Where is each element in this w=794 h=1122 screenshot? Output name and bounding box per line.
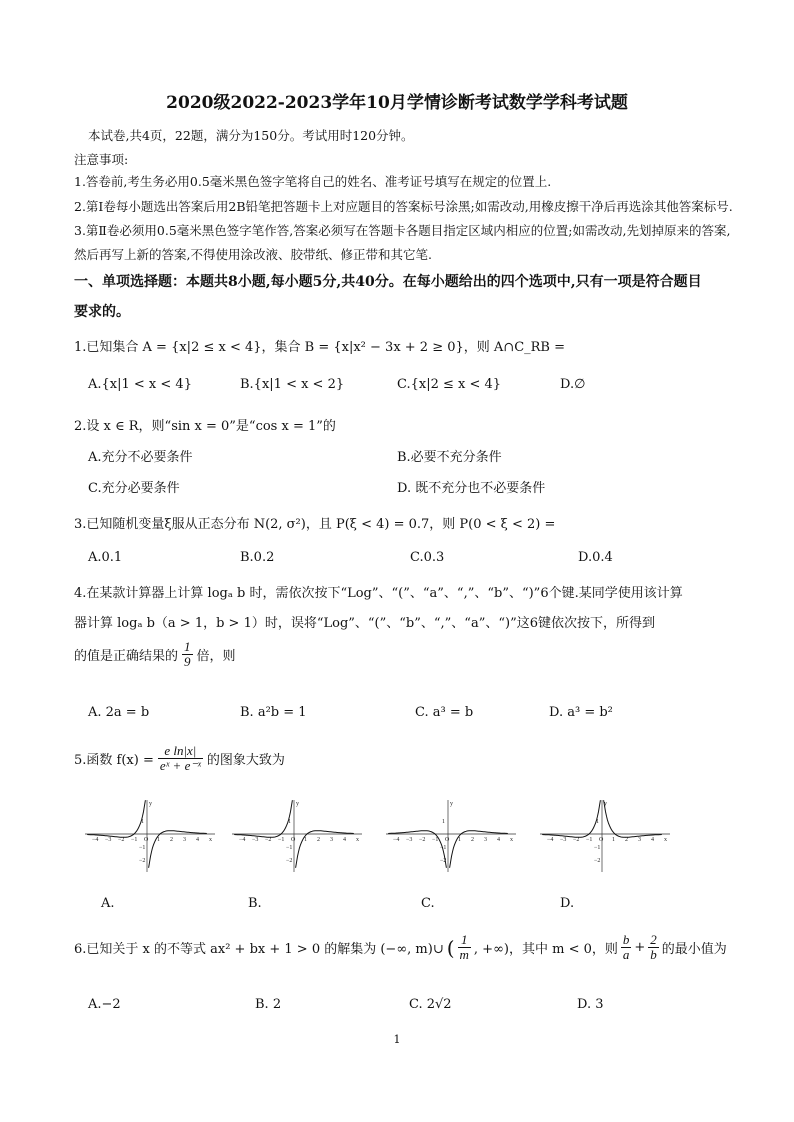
exam-title: 2020级2022-2023学年10月学情诊断考试数学学科考试题 (166, 93, 628, 113)
q5-fraction-num: e ln|x| (158, 744, 203, 759)
q3-option-d: D.0.4 (578, 550, 613, 565)
q4-option-b: B. a²b = 1 (240, 705, 307, 720)
q4-fraction (182, 640, 193, 670)
q6-stem-post: 的最小值为 (661, 942, 727, 958)
q6-fraction-1 (458, 933, 471, 963)
q5-graph-b (232, 798, 364, 874)
q6-paren-open: ( (446, 935, 455, 960)
intro-text: 本试卷,共4页，22题，满分为150分。考试用时120分钟。 (88, 128, 414, 143)
q6-fraction-3-den: b (650, 947, 657, 963)
q5-stem-pre: 5.函数 f(x) = (74, 753, 154, 769)
x-tick-label: −3 (105, 837, 112, 843)
x-tick-label: 3 (183, 837, 186, 843)
q6-option-d: D. 3 (577, 997, 604, 1012)
y-tick-label: −1 (286, 845, 293, 851)
q6-option-b: B. 2 (255, 997, 282, 1012)
q4-option-c: C. a³ = b (415, 705, 474, 720)
x-tick-label: 4 (497, 837, 500, 843)
x-tick-label: O (144, 837, 149, 843)
note-1: 1.答卷前,考生务必用0.5毫米黑色签字笔将自己的姓名、准考证号填写在规定的位置上. (74, 174, 552, 189)
q2-option-a: A.充分不必要条件 (88, 450, 193, 465)
q6-stem-mid: , +∞)，其中 m < 0，则 (473, 942, 618, 958)
y-axis-label: y (450, 801, 453, 807)
graph-curve (604, 800, 662, 837)
x-tick-label: −2 (419, 837, 426, 843)
q4-line-3-post: 倍，则 (196, 649, 236, 665)
y-tick-label: −1 (440, 845, 447, 851)
y-tick-label: −2 (286, 858, 293, 864)
y-tick-label: 1 (596, 819, 599, 825)
q4-line-3 (74, 640, 236, 670)
q5-option-a: A. (101, 896, 115, 911)
x-tick-label: 1 (304, 837, 307, 843)
q6-stem-pre: 6.已知关于 x 的不等式 ax² + bx + 1 > 0 的解集为 (−∞, m)∪ (74, 942, 444, 958)
x-tick-label: −2 (573, 837, 580, 843)
x-tick-label: 2 (471, 837, 474, 843)
x-tick-label: −1 (432, 837, 439, 843)
y-tick-label: 1 (141, 819, 144, 825)
q1-stem: 1.已知集合 A = {x|2 ≤ x < 4}，集合 B = {x|x² − 3x + 2 ≥ 0}，则 A∩C_RB = (74, 340, 566, 355)
x-tick-label: 2 (317, 837, 320, 843)
note-2: 2.第Ⅰ卷每小题选出答案后用2B铅笔把答题卡上对应题目的答案标号涂黑;如需改动,用橡皮擦干净后再选涂其他答案标号. (74, 199, 733, 214)
q6-fraction-2 (621, 933, 632, 963)
x-tick-label: 2 (625, 837, 628, 843)
q6-stem (74, 933, 727, 963)
x-tick-label: −2 (265, 837, 272, 843)
x-tick-label: −1 (131, 837, 138, 843)
q5-stem-post: 的图象大致为 (206, 753, 285, 769)
y-axis-label: y (604, 801, 607, 807)
x-tick-label: −4 (547, 837, 554, 843)
x-tick-label: 4 (651, 837, 654, 843)
y-tick-label: −2 (440, 858, 447, 864)
q1-option-b: B.{x|1 < x < 2} (240, 377, 345, 392)
x-tick-label: O (445, 837, 450, 843)
q1-option-a: A.{x|1 < x < 4} (88, 377, 192, 392)
q6-fraction-2-den: a (622, 947, 630, 963)
x-tick-label: 3 (638, 837, 641, 843)
q5-graph-a (85, 798, 217, 874)
q6-fraction-3-num: 2 (650, 932, 657, 947)
graph-curve (87, 800, 145, 837)
x-axis-label: x (356, 837, 359, 843)
q2-option-b: B.必要不充分条件 (397, 450, 502, 465)
y-axis-label: y (296, 801, 299, 807)
q6-plus: + (634, 940, 646, 956)
x-tick-label: 3 (484, 837, 487, 843)
q4-option-a: A. 2a = b (88, 705, 150, 720)
y-tick-label: 1 (288, 819, 291, 825)
page-number: 1 (393, 1033, 401, 1046)
x-tick-label: −1 (586, 837, 593, 843)
q6-fraction-2-num: b (622, 932, 630, 947)
x-tick-label: −4 (92, 837, 99, 843)
graph-curve (542, 800, 600, 837)
x-tick-label: −1 (278, 837, 285, 843)
q3-option-a: A.0.1 (88, 550, 123, 565)
y-tick-label: −1 (594, 845, 601, 851)
y-tick-label: −2 (594, 858, 601, 864)
x-tick-label: 1 (458, 837, 461, 843)
y-tick-label: 1 (442, 819, 445, 825)
x-axis-label: x (664, 837, 667, 843)
q6-option-c: C. 2√2 (409, 997, 452, 1012)
section-heading-cont: 要求的。 (74, 304, 130, 320)
x-axis-label: x (209, 837, 212, 843)
q5-fraction (158, 744, 203, 774)
q5-graph-d (540, 798, 672, 874)
x-tick-label: O (599, 837, 604, 843)
note-3: 3.第Ⅱ卷必须用0.5毫米黑色签字笔作答,答案必须写在答题卡各题目指定区域内相应的位置;如需改动,先划掉原来的答案, (74, 223, 731, 238)
x-tick-label: −2 (118, 837, 125, 843)
x-tick-label: O (291, 837, 296, 843)
q3-option-b: B.0.2 (240, 550, 275, 565)
q5-option-c: C. (421, 896, 435, 911)
x-tick-label: −3 (560, 837, 567, 843)
x-tick-label: 2 (170, 837, 173, 843)
q6-fraction-3 (648, 933, 659, 963)
q6-fraction-1-num: 1 (458, 933, 471, 948)
q5-graph-c (386, 798, 518, 874)
x-tick-label: −3 (252, 837, 259, 843)
x-tick-label: −4 (393, 837, 400, 843)
q4-line-3-pre: 的值是正确结果的 (74, 649, 179, 665)
y-axis-label: y (149, 801, 152, 807)
q1-option-c: C.{x|2 ≤ x < 4} (397, 377, 502, 392)
x-tick-label: 1 (612, 837, 615, 843)
q1-option-d: D.∅ (560, 377, 586, 392)
note-3-continued: 然后再写上新的答案,不得使用涂改液、胶带纸、修正带和其它笔. (74, 247, 432, 262)
q2-stem: 2.设 x ∈ R，则“sin x = 0”是“cos x = 1”的 (74, 419, 336, 434)
x-tick-label: 4 (343, 837, 346, 843)
q3-stem: 3.已知随机变量ξ服从正态分布 N(2, σ²)，且 P(ξ < 4) = 0.7，则 P(0 < ξ < 2) = (74, 517, 556, 532)
x-tick-label: 4 (196, 837, 199, 843)
q3-option-c: C.0.3 (410, 550, 445, 565)
notes-heading: 注意事项: (74, 152, 129, 167)
q6-fraction-1-den: m (459, 947, 469, 963)
x-tick-label: −4 (239, 837, 246, 843)
x-tick-label: 1 (157, 837, 160, 843)
x-axis-label: x (510, 837, 513, 843)
q4-option-d: D. a³ = b² (549, 705, 613, 720)
x-tick-label: 3 (330, 837, 333, 843)
q4-line-2: 器计算 logₐ b（a > 1，b > 1）时，误将“Log”、“(”、“b”、“,”、“a”、“)”这6键依次按下，所得到 (74, 616, 655, 631)
section-heading: 一、单项选择题：本题共8小题,每小题5分,共40分。在每小题给出的四个选项中,只有一项是符合题目 (74, 274, 702, 290)
q5-stem (74, 744, 285, 774)
q5-fraction-den: eˣ + e⁻ˣ (159, 758, 201, 774)
y-tick-label: −2 (139, 858, 146, 864)
graph-curve (234, 800, 292, 837)
x-tick-label: −3 (406, 837, 413, 843)
q5-option-b: B. (248, 896, 262, 911)
q4-fraction-num: 1 (184, 639, 191, 654)
q4-fraction-den: 9 (184, 654, 191, 670)
y-tick-label: −1 (139, 845, 146, 851)
q2-option-d: D. 既不充分也不必要条件 (397, 481, 546, 496)
q2-option-c: C.充分必要条件 (88, 481, 180, 496)
q5-option-d: D. (560, 896, 575, 911)
q6-option-a: A.−2 (88, 997, 121, 1012)
q4-line-1: 4.在某款计算器上计算 logₐ b 时，需依次按下“Log”、“(”、“a”、“,”、“b”、“)”6个键.某同学使用该计算 (74, 586, 683, 601)
